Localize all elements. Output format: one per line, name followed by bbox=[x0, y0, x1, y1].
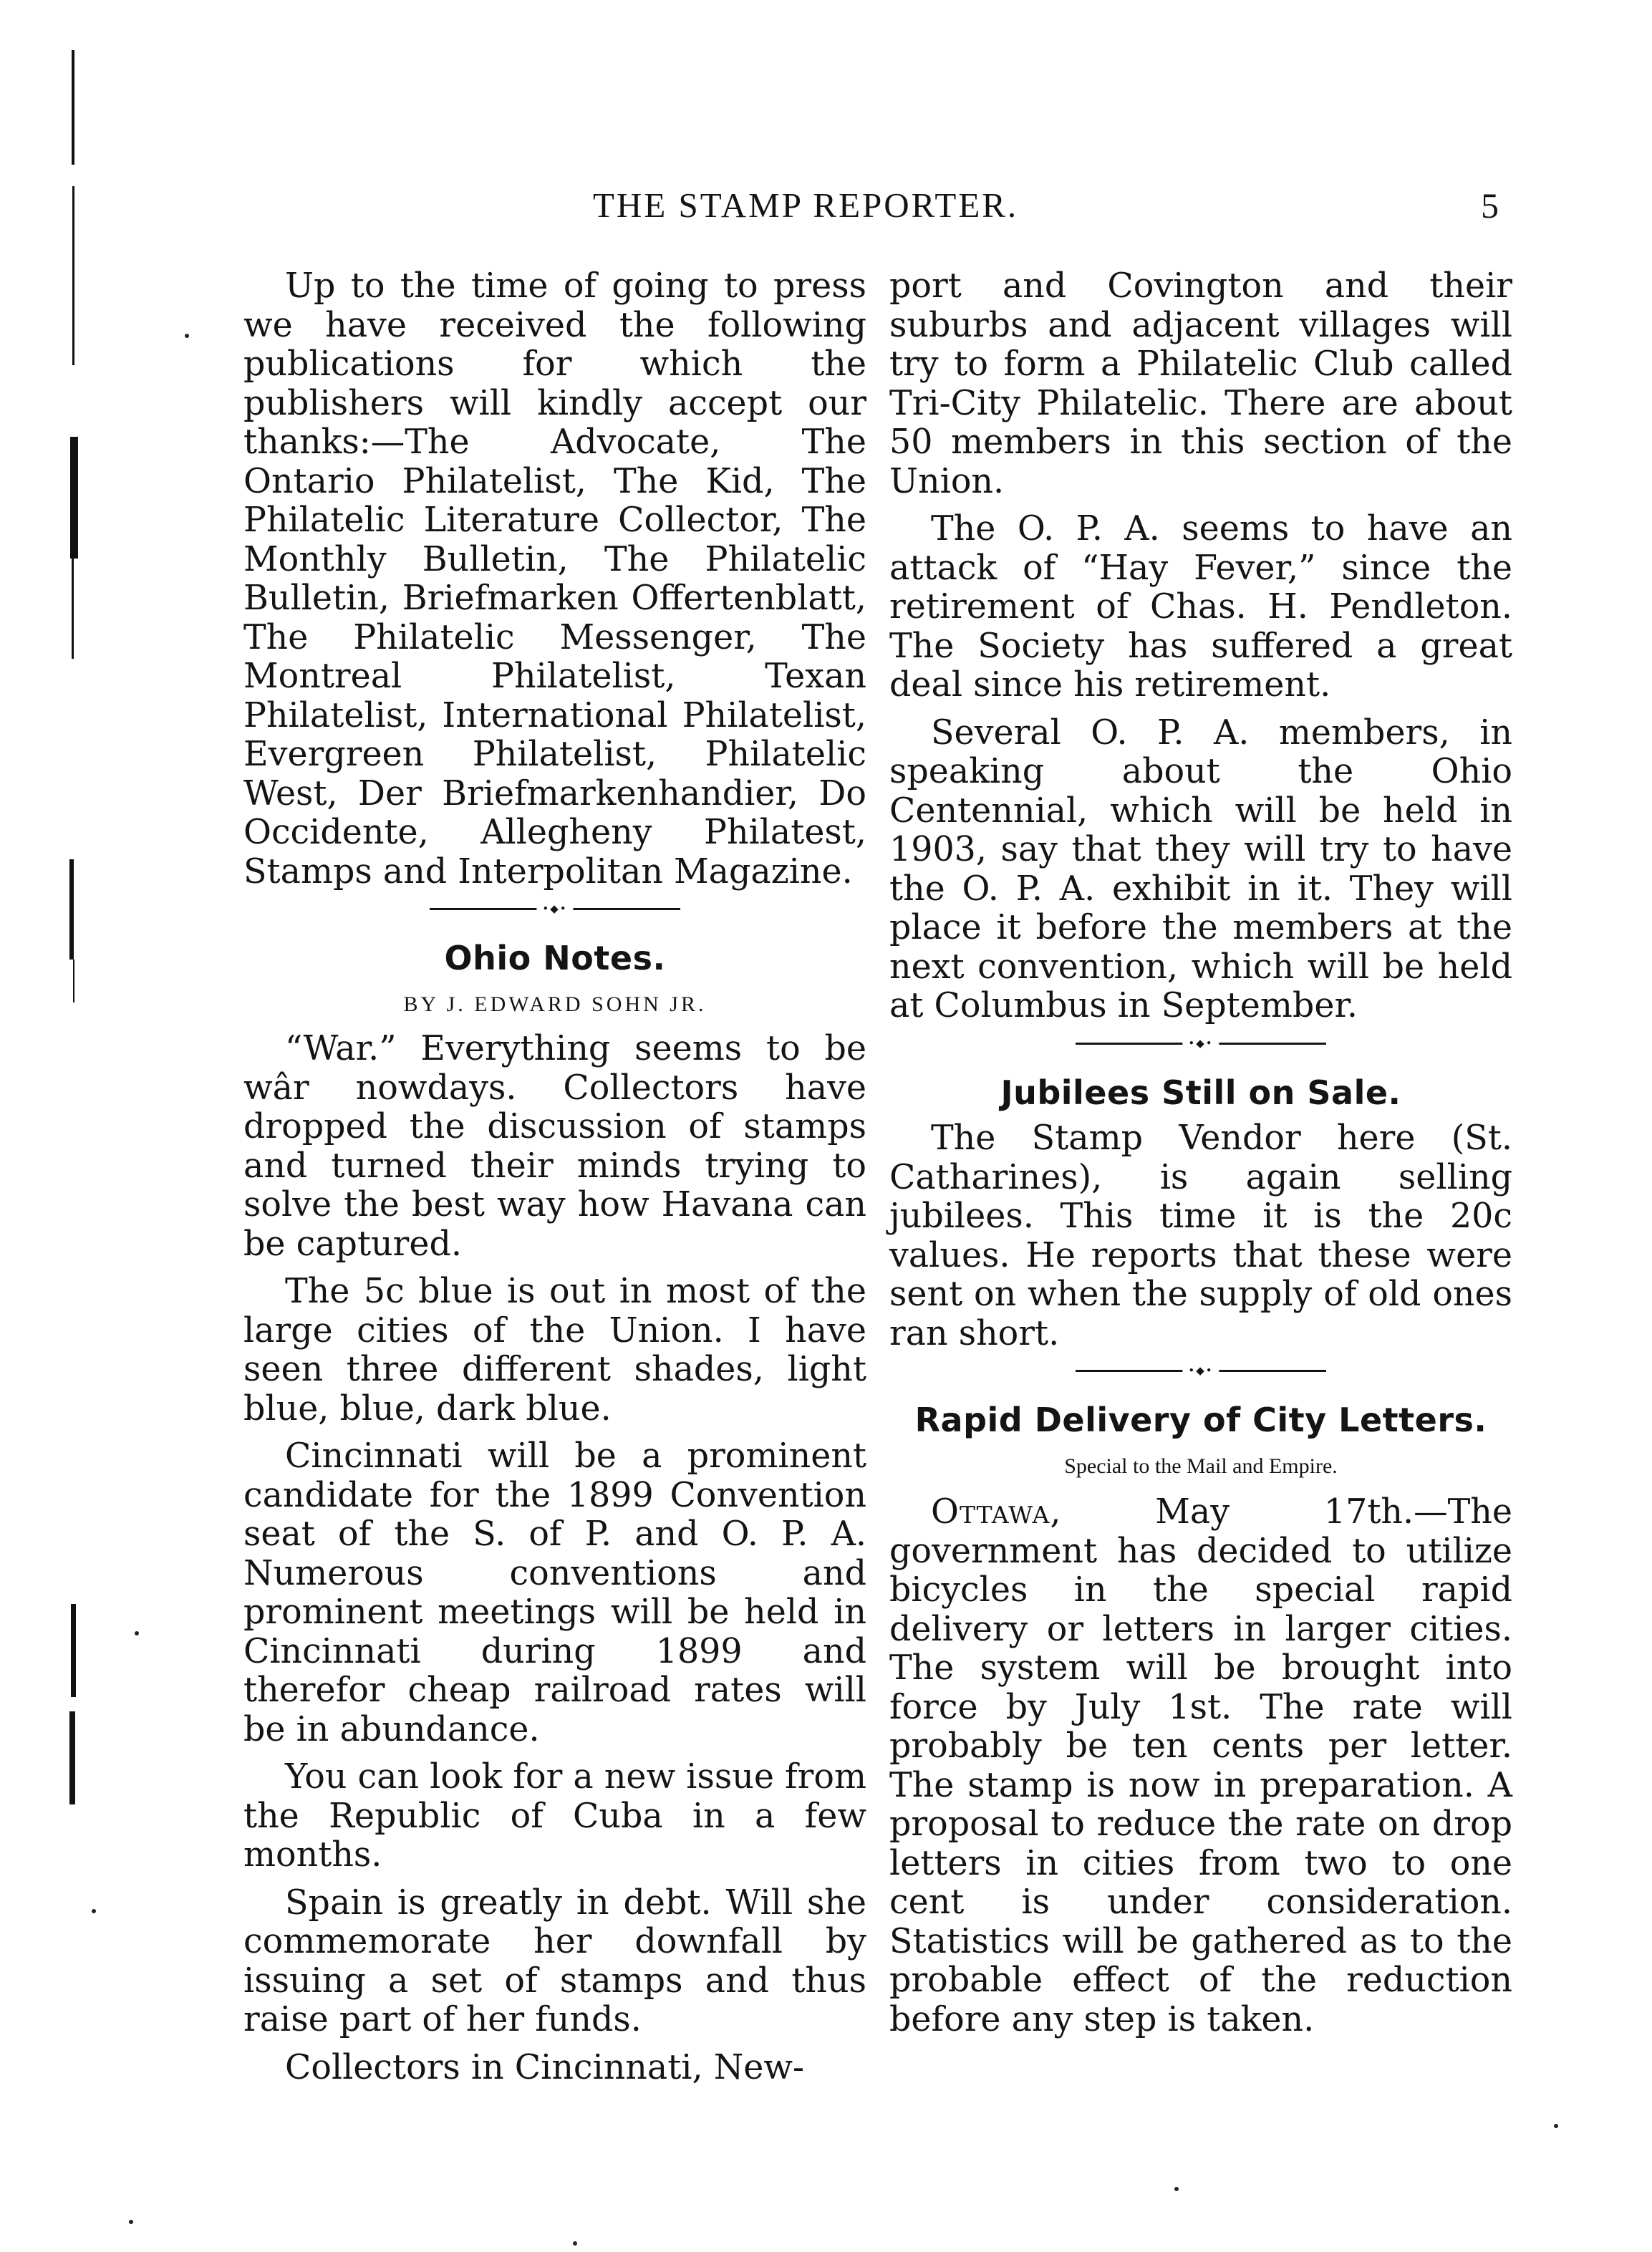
scan-edge-mark bbox=[72, 50, 74, 165]
scan-speck bbox=[129, 2220, 133, 2224]
left-column bbox=[243, 267, 866, 2096]
ornament-icon: •◆• bbox=[1182, 1038, 1219, 1048]
ornament-icon: •◆• bbox=[536, 904, 573, 914]
ohio-notes-heading: Ohio Notes. bbox=[444, 939, 666, 977]
right-column bbox=[889, 267, 1512, 2048]
ohio-paragraph: The 5c blue is out in most of the large cities of the Union. I have seen three different shades, light blue, blue, dark blue. bbox=[243, 1272, 866, 1429]
ohio-paragraph-continued: port and Covington and their suburbs and adjacent villages will try to form a Philatelic Club called Tri-City Philatelic. There are about 50 members in this section of the Union. bbox=[889, 266, 1512, 501]
scan-speck bbox=[1554, 2124, 1558, 2128]
scan-speck bbox=[573, 2241, 577, 2246]
scan-speck bbox=[92, 1909, 96, 1913]
section-divider bbox=[430, 903, 680, 914]
jubilees-heading: Jubilees Still on Sale. bbox=[1000, 1073, 1401, 1112]
scan-edge-mark bbox=[69, 1711, 75, 1804]
section-divider bbox=[1076, 1365, 1326, 1376]
dateline: Ottawa bbox=[931, 1492, 1050, 1532]
scan-speck bbox=[135, 1631, 139, 1635]
running-title: THE STAMP REPORTER. bbox=[593, 185, 1019, 225]
scan-edge-mark bbox=[71, 1604, 76, 1697]
jubilees-paragraph: The Stamp Vendor here (St. Catharines), is again selling jubilees. This time it is the 20c values. He reports that these were sent on when the supply of old ones ran short. bbox=[889, 1118, 1512, 1353]
ohio-paragraph: Collectors in Cincinnati, New- bbox=[285, 2047, 805, 2087]
rapid-delivery-credit: Special to the Mail and Empire. bbox=[1064, 1454, 1338, 1478]
page-header bbox=[0, 185, 1652, 228]
ohio-paragraph: “War.” Everything seems to be wâr nowdays. Collectors have dropped the discussion of stamps and turned their minds trying to solve the best way how Havana can be captured. bbox=[243, 1029, 866, 1264]
scan-edge-mark bbox=[73, 960, 74, 1002]
scan-edge-mark bbox=[70, 437, 78, 559]
scan-speck bbox=[1174, 2187, 1179, 2191]
ohio-paragraph: Several O. P. A. members, in speaking about the Ohio Centennial, which will be held in 1903, say that they will try to have the O. P. A. exhibit in it. They will place it before the members at the next convention, which will be held at Columbus in September. bbox=[889, 712, 1512, 1025]
ohio-paragraph: Cincinnati will be a prominent candidate for the 1899 Convention seat of the S. of P. and O. P. A. Numerous conventions and prominent meetings will be held in Cincinnati during 1899 and therefor cheap railroad rates will be in abundance. bbox=[243, 1436, 866, 1749]
page-number: 5 bbox=[1481, 185, 1499, 226]
scan-edge-mark bbox=[69, 859, 74, 960]
received-publications-paragraph: Up to the time of going to press we have received the following publications for which the publishers will kindly accept our thanks:—The Advocate, The Ontario Philatelist, The Kid, The Philatelic Literature Collector, The Monthly Bulletin, The Philatelic Bulletin, Briefmarken Offertenblatt, The Philatelic Messenger, The Montreal Philatelist, Texan Philatelist, International Philatelist, Evergreen Philatelist, Philatelic West, Der Briefmarkenhandier, Do Occidente, Allegheny Philatest, Stamps and Interpolitan Magazine. bbox=[243, 266, 866, 891]
scan-edge-mark bbox=[72, 559, 74, 659]
ohio-notes-byline: BY J. EDWARD SOHN JR. bbox=[403, 992, 707, 1016]
rapid-delivery-text: , May 17th.—The government has decided to utilize bicycles in the special rapid delivery or letters in larger cities. The system will be brought into force by July 1st. The rate will probably be ten cents per letter. The stamp is now in preparation. A proposal to reduce the rate on drop letters in cities from two to one cent is under consideration. Statistics will be gathered as to the probable effect of the reduction before any step is taken. bbox=[889, 1492, 1512, 2039]
ohio-paragraph: The O. P. A. seems to have an attack of “Hay Fever,” since the retirement of Chas. H. Pendleton. The Society has suffered a great deal since his retirement. bbox=[889, 509, 1512, 705]
rapid-delivery-paragraph bbox=[889, 1493, 1512, 2039]
ohio-paragraph: You can look for a new issue from the Republic of Cuba in a few months. bbox=[243, 1757, 866, 1875]
section-divider bbox=[1076, 1038, 1326, 1049]
ornament-icon: •◆• bbox=[1182, 1366, 1219, 1376]
rapid-delivery-heading: Rapid Delivery of City Letters. bbox=[914, 1401, 1487, 1439]
ohio-paragraph: Spain is greatly in debt. Will she commemorate her downfall by issuing a set of stamps and thus raise part of her funds. bbox=[243, 1883, 866, 2039]
scan-speck bbox=[185, 334, 189, 338]
